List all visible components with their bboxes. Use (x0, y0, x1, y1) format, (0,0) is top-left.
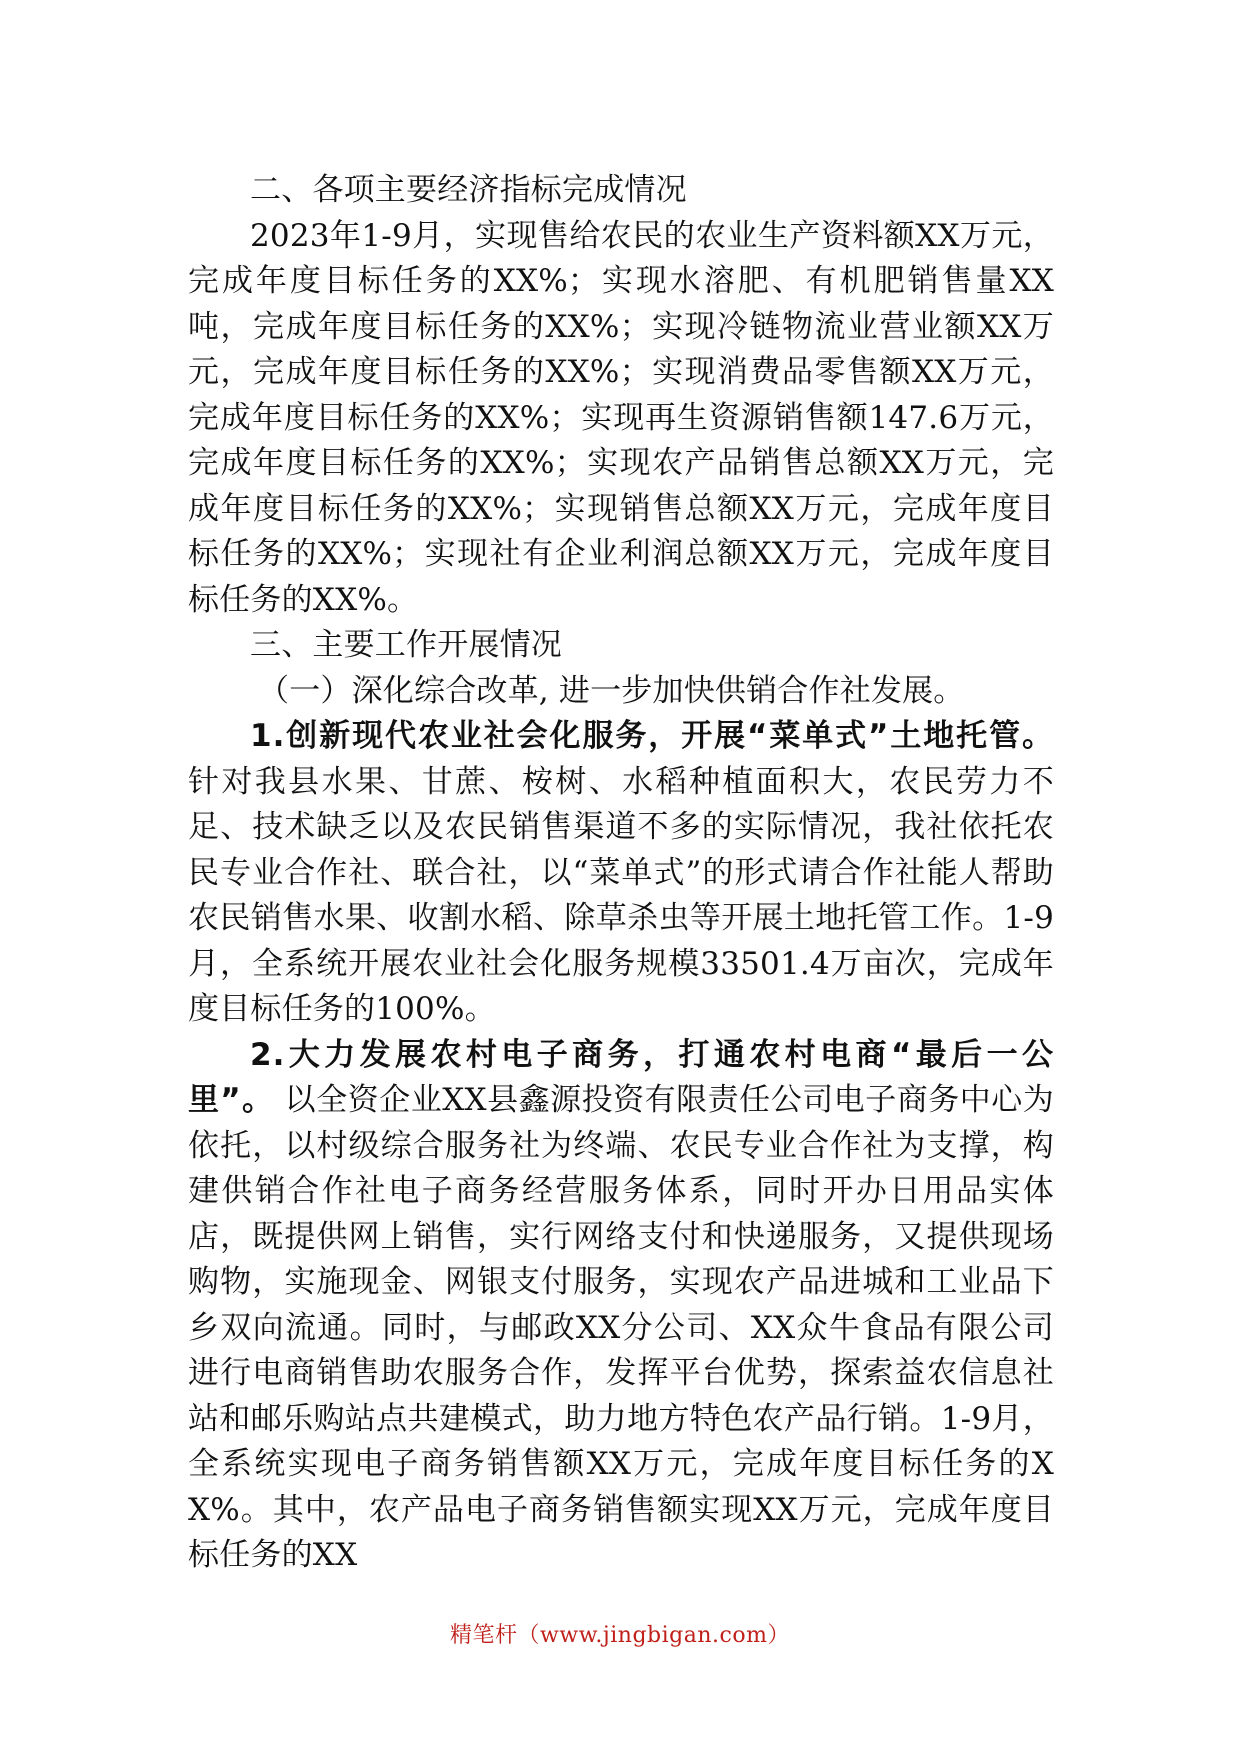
item-2-lead: 2.大力发展农村电子商务，打通农村电商“最后一公里”。 (188, 1036, 1054, 1118)
section-2-paragraph: 2023年1-9月，实现售给农民的农业生产资料额XX万元，完成年度目标任务的XX%；实现水溶肥、有机肥销售量XX吨，完成年度目标任务的XX%；实现冷链物流业营业额XX万元，完成年度目标任务的XX%；实现消费品零售额XX万元，完成年度目标任务的XX%；实现再生资源销售额147.6万元，完成年度目标任务的XX%；实现农产品销售总额XX万元，完成年度目标任务的XX%；实现销售总额XX万元，完成年度目标任务的XX%；实现社有企业利润总额XX万元，完成年度目标任务的XX%。 (188, 217, 1054, 618)
section-2-heading: 二、各项主要经济指标完成情况 (250, 172, 687, 208)
subsection-1-heading: （一）深化综合改革, 进一步加快供销合作社发展。 (258, 672, 965, 709)
item-2-paragraph (188, 1033, 1054, 1579)
document-body (188, 168, 1054, 1579)
item-1-paragraph (188, 714, 1054, 1033)
section-3-heading: 三、主要工作开展情况 (250, 627, 562, 663)
item-1-lead: 1.创新现代农业社会化服务，开展“菜单式”土地托管。 (250, 718, 1054, 754)
item-1-body: 针对我县水果、甘蔗、桉树、水稻种植面积大，农民劳力不足、技术缺乏以及农民销售渠道不多的实际情况，我社依托农民专业合作社、联合社，以“菜单式”的形式请合作社能人帮助农民销售水果、收割水稻、除草杀虫等开展土地托管工作。1-9月，全系统开展农业社会化服务规模33501.4万亩次，完成年度目标任务的100%。 (188, 763, 1054, 1027)
footer-watermark: 精笔杆（www.jingbigan.com） (450, 1623, 790, 1648)
item-2-body: 以全资企业XX县鑫源投资有限责任公司电子商务中心为依托，以村级综合服务社为终端、农民专业合作社为支撑，构建供销合作社电子商务经营服务体系，同时开办日用品实体店，既提供网上销售，实行网络支付和快递服务，又提供现场购物，实施现金、网银支付服务，实现农产品进城和工业品下乡双向流通。同时，与邮政XX分公司、XX众牛食品有限公司进行电商销售助农服务合作，发挥平台优势，探索益农信息社站和邮乐购站点共建模式，助力地方特色农产品行销。1-9月，全系统实现电子商务销售额XX万元，完成年度目标任务的XX%。其中，农产品电子商务销售额实现XX万元，完成年度目标任务的XX (188, 1082, 1054, 1573)
